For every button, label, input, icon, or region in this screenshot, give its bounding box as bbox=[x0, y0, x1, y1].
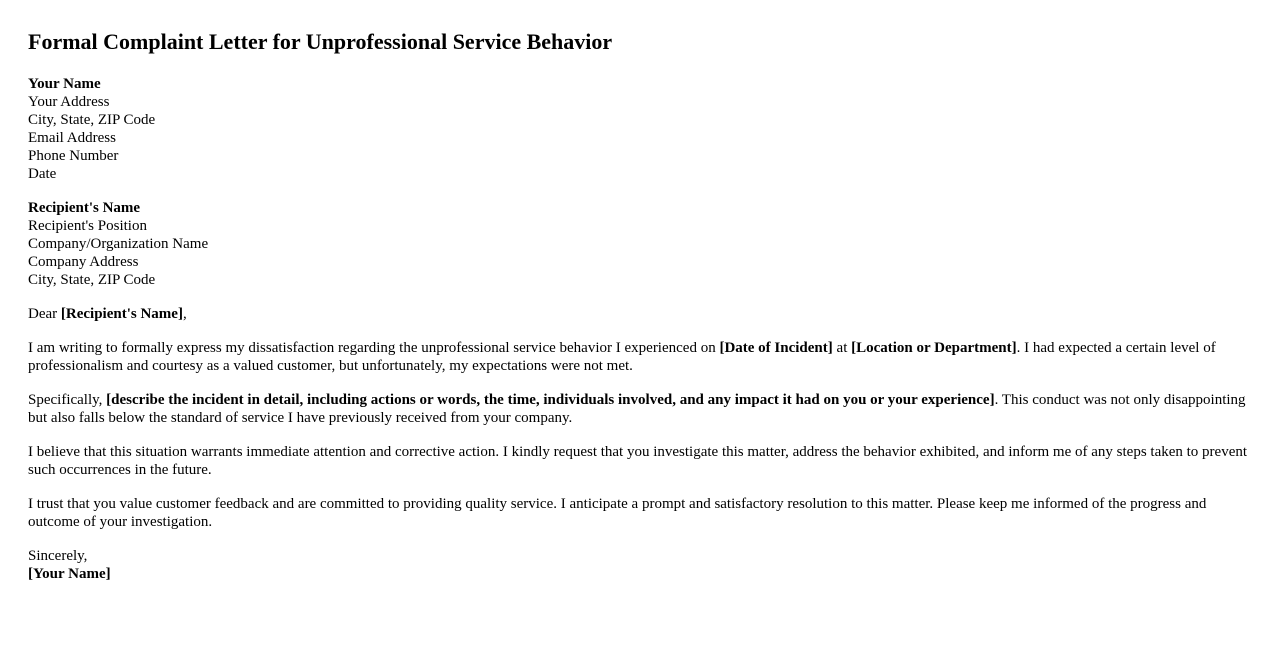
recipient-company-address: Company Address bbox=[28, 254, 139, 270]
salutation bbox=[28, 305, 1250, 323]
body-paragraph-3 bbox=[28, 443, 1250, 479]
recipient-company: Company/Organization Name bbox=[28, 236, 209, 252]
salutation-prefix: Dear bbox=[28, 306, 61, 322]
paragraph-text: I believe that this situation warrants immediate attention and corrective action. I kindly request that you investigate this matter, address the behavior exhibited, and inform me of any steps taken to prevent such occurrences in the future. bbox=[28, 444, 1248, 478]
body-paragraph-4 bbox=[28, 495, 1250, 531]
sender-name: Your Name bbox=[28, 76, 101, 92]
body-paragraph-2 bbox=[28, 391, 1250, 427]
closing-block bbox=[28, 547, 1250, 583]
salutation-recipient-placeholder: [Recipient's Name] bbox=[60, 306, 183, 322]
incident-description-placeholder: [describe the incident in detail, including actions or words, the time, individuals involved, and any impact it had on you or your experience] bbox=[106, 392, 995, 408]
recipient-block bbox=[28, 199, 1250, 289]
sender-city-state-zip: City, State, ZIP Code bbox=[28, 112, 156, 128]
paragraph-text: . I had expected a certain level of professionalism and courtesy as a valued customer, but unfortunately, my expectations were not met. bbox=[28, 340, 1216, 374]
sender-address: Your Address bbox=[28, 94, 110, 110]
date-of-incident-placeholder: [Date of Incident] bbox=[719, 340, 833, 356]
sender-email: Email Address bbox=[28, 130, 116, 146]
paragraph-text: I am writing to formally express my dissatisfaction regarding the unprofessional service behavior I experienced on bbox=[28, 340, 720, 356]
recipient-name: Recipient's Name bbox=[28, 200, 141, 216]
valediction: Sincerely, bbox=[28, 548, 88, 564]
paragraph-text: I trust that you value customer feedback and are committed to providing quality service. I anticipate a prompt and satisfactory resolution to this matter. Please keep me informed of the progress and outcome of your investigation. bbox=[28, 496, 1207, 530]
recipient-city-state-zip: City, State, ZIP Code bbox=[28, 272, 156, 288]
paragraph-text: . This conduct was not only disappointing but also falls below the standard of service I have previously received from your company. bbox=[28, 392, 1246, 426]
signature-placeholder: [Your Name] bbox=[28, 566, 111, 582]
paragraph-text: at bbox=[832, 340, 852, 356]
sender-date: Date bbox=[28, 166, 57, 182]
page-title: Formal Complaint Letter for Unprofessional Service Behavior bbox=[28, 29, 613, 54]
recipient-position: Recipient's Position bbox=[28, 218, 147, 234]
sender-block bbox=[28, 75, 1250, 183]
paragraph-text: Specifically, bbox=[28, 392, 107, 408]
body-paragraph-1 bbox=[28, 339, 1250, 375]
salutation-suffix: , bbox=[182, 306, 187, 322]
location-placeholder: [Location or Department] bbox=[851, 340, 1017, 356]
sender-phone: Phone Number bbox=[28, 148, 119, 164]
